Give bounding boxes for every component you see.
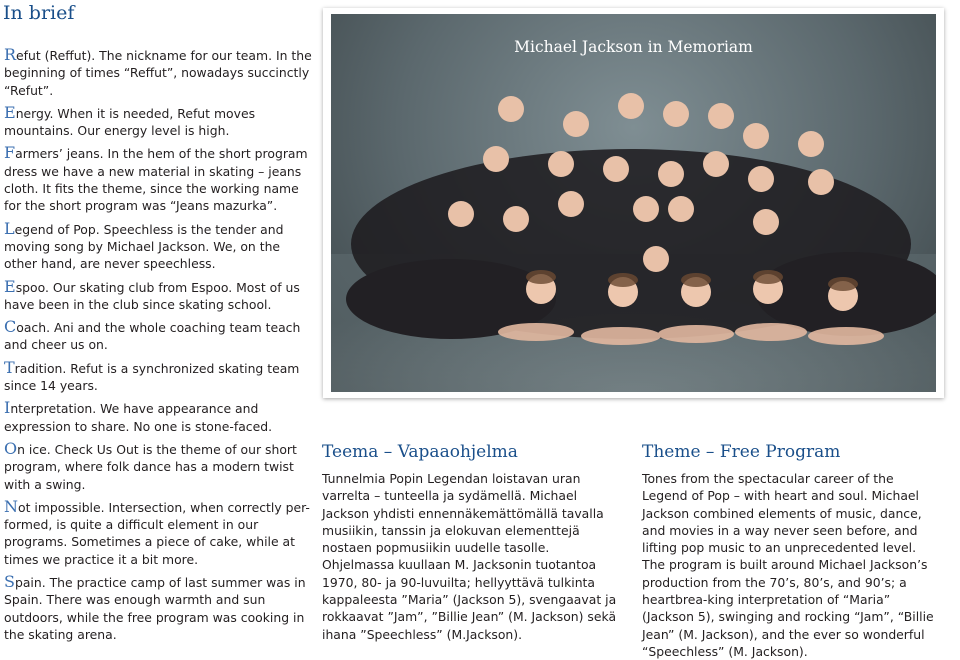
brief-text: spoo. Our skating club from Espoo. Most of us have been in the club since skating school. — [4, 279, 300, 312]
brief-text: n ice. Check Us Out is the theme of our short program, where folk dance has a modern twist with a swing. — [4, 441, 297, 492]
brief-text: nergy. When it is needed, Refut moves mountains. Our energy level is high. — [4, 105, 256, 139]
brief-text: egend of Pop. Speechless is the tender and moving song by Michael Jackson. We, on the other hand, are never speechless. — [4, 221, 284, 272]
brief-item — [4, 438, 312, 493]
brief-item — [4, 400, 312, 435]
english-theme-heading: Theme – Free Program — [642, 442, 841, 462]
english-theme-column — [642, 441, 942, 660]
brief-text: ot impossible. Intersection, when correctly per-formed, is quite a difficult element in our programs. Sometimes a piece of cake, while at times we practice it a bit more. — [4, 499, 310, 567]
english-theme-paragraph: The program is built around Michael Jackson’s production from the 70’s, 80’s, and 90’s; a heartbrea-king interpretation of “Maria” (Jackson 5), swinging and rocking “Jam”, “Billie Jean” (M. Jackson), and the ever so wonderful “Speechless” (M. Jackson). — [642, 557, 934, 659]
team-photo — [331, 14, 936, 392]
brief-initial: T — [4, 357, 15, 377]
brief-initial: C — [4, 317, 17, 337]
brief-item — [4, 47, 312, 99]
photo-frame — [323, 8, 944, 398]
finnish-theme-heading: Teema – Vapaaohjelma — [322, 442, 518, 462]
brief-item — [4, 276, 312, 314]
photo-caption: Michael Jackson in Memoriam — [514, 38, 753, 56]
brief-text: radition. Refut is a synchronized skating team since 14 years. — [4, 360, 300, 394]
brief-list — [4, 47, 312, 649]
brief-item — [4, 574, 312, 643]
in-brief-heading: In brief — [3, 2, 75, 24]
brief-initial: N — [4, 496, 18, 516]
brief-initial: O — [4, 438, 18, 458]
brief-text: oach. Ani and the whole coaching team teach and cheer us on. — [4, 320, 301, 353]
english-theme-paragraph: Tones from the spectacular career of the Legend of Pop – with heart and soul. Michael Jackson combined elements of music, dance, and movies in a way never seen before, and lifting pop music to an unprecedented level. — [642, 471, 922, 556]
brief-text: armers’ jeans. In the hem of the short program dress we have a new material in skating – jeans cloth. It fits the theme, since the working name for the short program was “Jeans mazurka”. — [4, 146, 308, 214]
brief-initial: I — [4, 398, 11, 418]
brief-text: pain. The practice camp of last summer was in Spain. There was enough warmth and sun outdoors, while the free program was cooking in the skating arena. — [4, 575, 306, 642]
brief-item — [4, 145, 312, 214]
finnish-theme-paragraph: Tunnelmia Popin Legendan loistavan uran varrelta – tunteella ja sydämellä. Michael Jackson yhdisti ennennäkemättömällä tavalla musiikin, tanssin ja elokuvan elementtejä nostaen popmusiikin uudelle tasolle. — [322, 471, 604, 556]
team-photo-illustration — [331, 14, 936, 392]
brief-initial: E — [4, 276, 16, 296]
brief-initial: F — [4, 143, 16, 163]
brief-initial: S — [4, 572, 15, 592]
brief-item — [4, 102, 312, 140]
brief-initial: E — [4, 102, 16, 122]
brief-item — [4, 319, 312, 354]
brief-text: nterpretation. We have appearance and expression to share. No one is stone-faced. — [4, 401, 273, 434]
finnish-theme-paragraph: Ohjelmassa kuullaan M. Jacksonin tuotantoa 1970, 80- ja 90-luvuilta; hellyyttävä tulkinta kappaleesta ”Maria” (Jackson 5), svengaavat ja rokkaavat ”Jam”, ”Billie Jean” (M. Jackson) sekä ihana ”Speechless” (M.Jackson). — [322, 557, 617, 642]
brief-initial: L — [4, 218, 15, 238]
brief-item — [4, 218, 312, 273]
finnish-theme-column — [322, 441, 622, 643]
brief-item — [4, 357, 312, 395]
brief-text: efut (Reffut). The nickname for our team. In the beginning of times “Reffut”, nowadays succinctly “Refut”. — [4, 48, 312, 98]
brief-initial: R — [4, 45, 17, 64]
brief-item — [4, 496, 312, 568]
